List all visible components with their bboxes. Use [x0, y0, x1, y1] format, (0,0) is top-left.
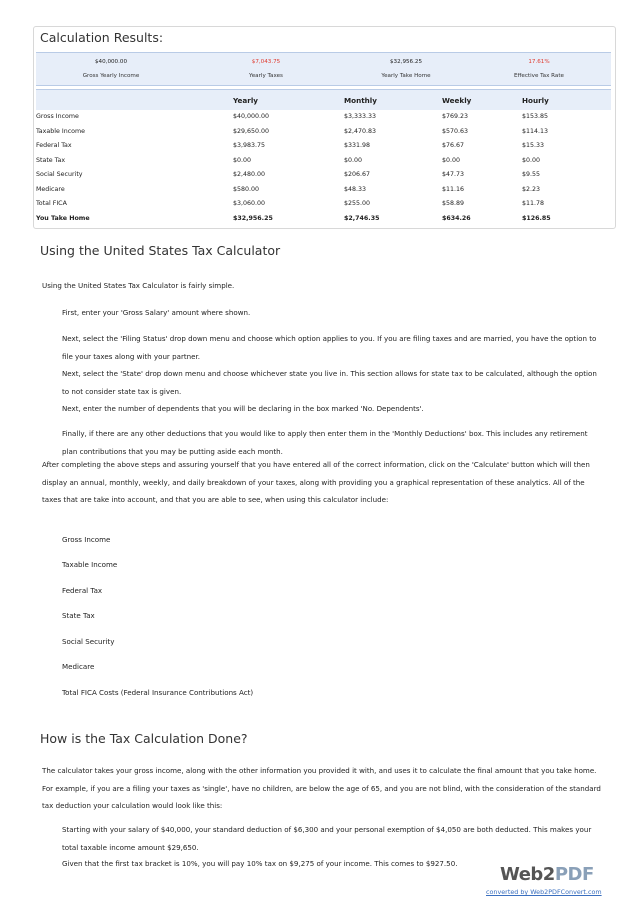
row-value: $3,983.75: [233, 142, 266, 149]
table-row: [36, 197, 611, 211]
row-value: $331.98: [344, 142, 371, 149]
tax-list-item: Medicare: [62, 662, 95, 671]
logo-accent: PDF: [554, 864, 594, 885]
row-value: $0.00: [442, 156, 461, 164]
header-yearly: Yearly: [233, 96, 258, 105]
results-title: Calculation Results:: [40, 30, 164, 45]
table-row: [36, 125, 611, 139]
summary-label: Gross Yearly Income: [82, 73, 140, 79]
row-value: $76.67: [442, 142, 465, 149]
row-label: You Take Home: [36, 214, 90, 222]
row-label: Taxable Income: [36, 127, 86, 135]
row-value: $2,470.83: [344, 127, 377, 135]
calc-step-1: Starting with your salary of $40,000, your standard deduction of $6,300 and your personal exemption of $4,050 are both deducted. This makes your total taxable income amount $29,650.: [62, 825, 592, 852]
table-row: [36, 154, 611, 168]
step-3: Next, select the 'State' drop down menu and choose whichever state you live in. This section allows for state tax to be calculated, although the option to not consider state tax is given.: [62, 369, 597, 396]
tax-list-item: Social Security: [62, 637, 115, 646]
row-value: $40,000.00: [233, 113, 270, 120]
table-row: [36, 183, 611, 197]
row-label: Federal Tax: [36, 142, 72, 149]
summary-label: Yearly Take Home: [381, 73, 431, 79]
table-row: [36, 110, 611, 124]
summary-label: Yearly Taxes: [249, 73, 283, 79]
row-value: $32,956.25: [233, 214, 273, 222]
row-value: $3,333.33: [344, 113, 377, 120]
row-label: State Tax: [36, 156, 66, 164]
row-value: $47.73: [442, 171, 465, 178]
web2pdf-logo: [500, 864, 600, 886]
row-value: $11.78: [522, 200, 545, 207]
tax-list-item: Gross Income: [62, 535, 111, 544]
row-value: $2,480.00: [233, 171, 266, 178]
row-label: Medicare: [36, 185, 65, 193]
row-value: $769.23: [442, 113, 469, 120]
summary-value: $40,000.00: [94, 59, 128, 65]
table-row: [36, 168, 611, 182]
calc-step-2: Given that the first tax bracket is 10%, you will pay 10% tax on $9,275 of your income. This comes to $927.50.: [62, 859, 458, 868]
summary-band: [36, 52, 611, 86]
row-value: $2.23: [522, 185, 541, 193]
row-value: $58.89: [442, 200, 465, 207]
table-row: [36, 212, 611, 226]
row-value: $29,650.00: [233, 127, 270, 135]
header-hourly: Hourly: [522, 96, 549, 105]
row-value: $580.00: [233, 185, 260, 193]
row-value: $0.00: [522, 156, 541, 164]
row-label: Total FICA: [36, 200, 67, 207]
header-weekly: Weekly: [442, 96, 472, 105]
row-value: $126.85: [522, 214, 551, 222]
tax-list-item: Taxable Income: [62, 560, 118, 569]
row-label: Social Security: [36, 171, 83, 178]
row-value: $570.63: [442, 127, 469, 135]
row-value: $206.67: [344, 171, 371, 178]
step-4: Next, enter the number of dependents that you will be declaring in the box marked 'No. Dependents'.: [62, 404, 424, 413]
row-value: $3,060.00: [233, 200, 266, 207]
summary-value: $32,956.25: [389, 59, 423, 65]
row-value: $11.16: [442, 185, 465, 193]
row-value: $2,746.35: [344, 214, 380, 222]
row-value: $15.33: [522, 142, 545, 149]
row-label: Gross Income: [36, 113, 79, 120]
after-steps-paragraph: After completing the above steps and assuring yourself that you have entered all of the correct information, click on the 'Calculate' button which will then display an annual, monthly, weekly, and daily breakdown of your taxes, along with providing you a graphical representation of these analytics. All of the taxes that are take into account, and that you are able to see, when using this calculator include:: [42, 460, 590, 504]
converter-link[interactable]: converted by Web2PDFConvert.com: [486, 888, 602, 896]
row-value: $0.00: [233, 156, 252, 164]
step-2: Next, select the 'Filing Status' drop down menu and choose which option applies to you. If you are filing taxes and are married, you have the option to file your taxes along with your partner.: [62, 334, 597, 361]
row-value: $255.00: [344, 200, 371, 207]
summary-label: Effective Tax Rate: [513, 73, 564, 79]
section-title-using: Using the United States Tax Calculator: [40, 243, 281, 258]
row-value: $9.55: [522, 171, 541, 178]
section-intro: Using the United States Tax Calculator is fairly simple.: [42, 281, 235, 290]
tax-list-item: State Tax: [62, 611, 95, 620]
row-value: $114.13: [522, 127, 549, 135]
step-5: Finally, if there are any other deductions that you would like to apply then enter them in the 'Monthly Deductions' box. This includes any retirement plan contributions that you may be putting aside each month.: [62, 429, 588, 456]
step-1: First, enter your 'Gross Salary' amount where shown.: [62, 308, 251, 317]
tax-list-item: Total FICA Costs (Federal Insurance Contributions Act): [62, 688, 254, 697]
summary-value: $7,043.75: [251, 59, 281, 65]
table-row: [36, 139, 611, 153]
row-value: $0.00: [344, 156, 363, 164]
tax-list-item: Federal Tax: [62, 586, 103, 595]
row-value: $634.26: [442, 214, 471, 222]
section2-intro: The calculator takes your gross income, along with the other information you provided it with, and uses it to calculate the final amount that you take home. For example, if you are a filing your taxes as 'single', have no children, are below the age of 65, and you are not blind, with the consideration of the standard tax deduction your calculation would look like this:: [42, 766, 601, 810]
header-monthly: Monthly: [344, 96, 377, 105]
row-value: $153.85: [522, 113, 549, 120]
logo-text: Web2: [500, 864, 555, 885]
row-value: $48.33: [344, 185, 367, 193]
summary-value: 17.61%: [528, 59, 550, 65]
section-title-how: How is the Tax Calculation Done?: [40, 731, 248, 746]
